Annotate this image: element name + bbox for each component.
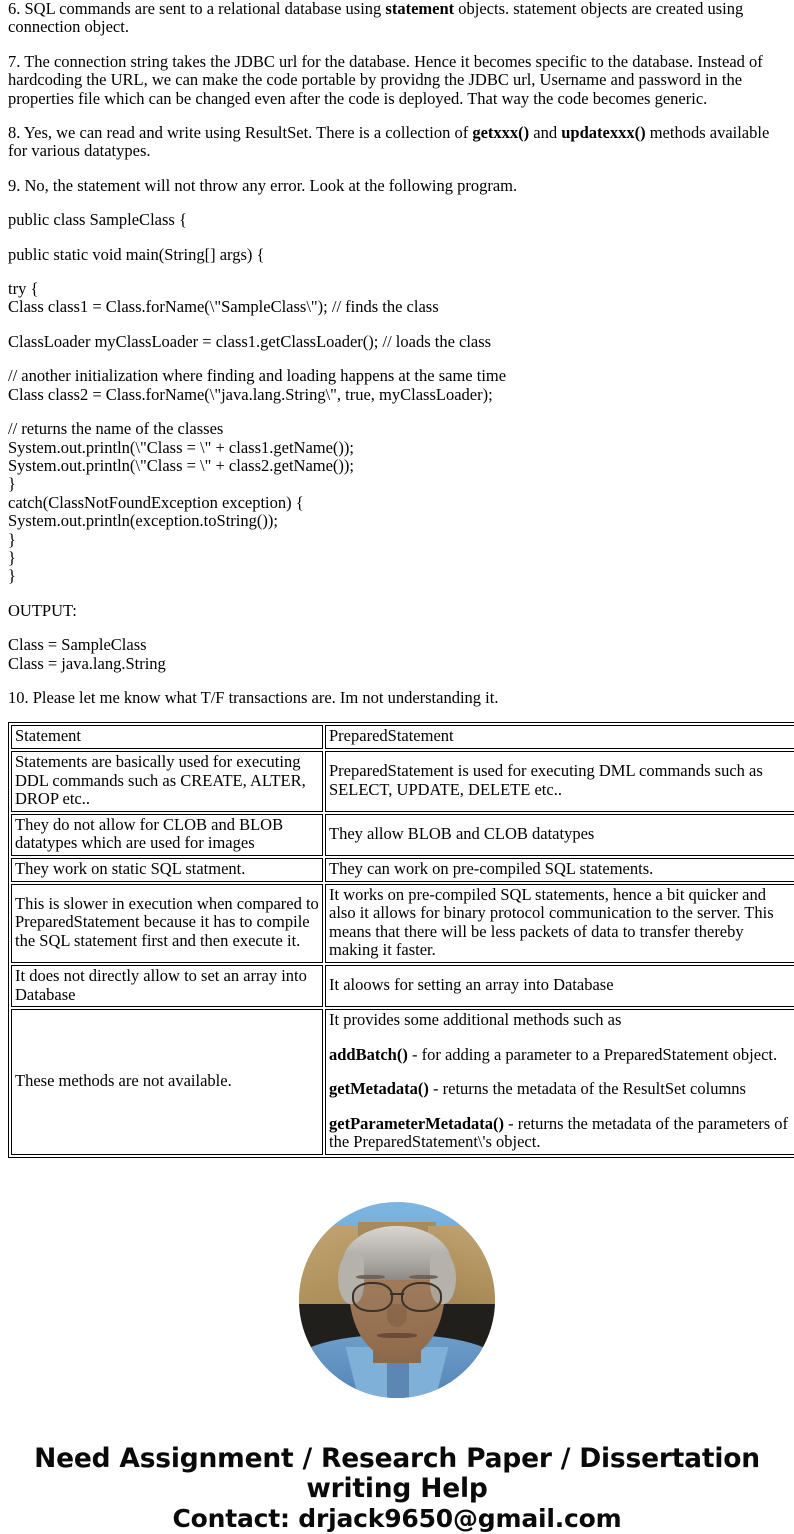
method-name-getmetadata: getMetadata() <box>329 1079 429 1099</box>
table-header-preparedstatement: PreparedStatement <box>325 725 794 749</box>
code-line: System.out.println(\"Class = \" + class1.getName()); <box>8 437 354 457</box>
answer-paragraph-10: 10. Please let me know what T/F transactions are. Im not understanding it. <box>8 687 499 707</box>
code-line: // another initialization where finding and loading happens at the same time <box>8 366 507 386</box>
avatar <box>299 1202 495 1398</box>
table-cell-statement: They do not allow for CLOB and BLOB datatypes which are used for images <box>11 814 323 856</box>
table-cell-statement: This is slower in execution when compared to PreparedStatement because it has to compile the SQL statement first and then execute it. <box>11 884 323 963</box>
table-row <box>11 751 794 812</box>
answer-8-text-part-1: 8. Yes, we can read and write using ResultSet. There is a collection of <box>8 123 473 143</box>
code-line: try { <box>8 279 39 299</box>
avatar-eyebrow-right <box>409 1275 438 1280</box>
paragraph-spacer <box>8 108 786 124</box>
table-cell-prepared: They can work on pre-compiled SQL statements. <box>325 858 794 882</box>
table-cell-prepared: PreparedStatement is used for executing DML commands such as SELECT, UPDATE, DELETE etc.. <box>325 751 794 812</box>
code-spacer <box>8 673 786 689</box>
eyeglasses-icon-right-lens <box>401 1282 442 1311</box>
paragraph-spacer <box>8 37 786 53</box>
eyeglasses-icon-left-lens <box>352 1282 393 1311</box>
table-cell-statement-methods: These methods are not available. <box>11 1009 323 1155</box>
answer-8-bold-getxxx: getxxx() <box>472 123 530 143</box>
answer-8-text-and: and <box>529 123 562 143</box>
table-top-spacer <box>8 707 786 722</box>
code-line: catch(ClassNotFoundException exception) { <box>8 492 304 512</box>
method-desc-getparametermetadata: - returns the metadata of the parameters of the PreparedStatement\'s object. <box>329 1113 789 1152</box>
table-row <box>11 814 794 856</box>
output-label: OUTPUT: <box>8 600 77 620</box>
table-cell-prepared: They allow BLOB and CLOB datatypes <box>325 814 794 856</box>
code-line: // returns the name of the classes <box>8 419 224 439</box>
code-line: } <box>8 474 16 494</box>
method-name-addbatch: addBatch() <box>329 1044 408 1064</box>
paragraph-spacer <box>8 161 786 177</box>
method-entry-getparametermetadata <box>329 1115 793 1152</box>
code-spacer <box>8 351 786 367</box>
table-header-statement: Statement <box>11 725 323 749</box>
code-line: } <box>8 566 16 586</box>
table-row <box>11 858 794 882</box>
table-cell-statement: Statements are basically used for executing DDL commands such as CREATE, ALTER, DROP etc.. <box>11 751 323 812</box>
code-line: ClassLoader myClassLoader = class1.getClassLoader(); // loads the class <box>8 331 492 351</box>
output-line: Class = java.lang.String <box>8 653 166 673</box>
statement-vs-preparedstatement-table <box>8 722 794 1158</box>
footer-contact-line: Contact: drjack9650@gmail.com <box>172 1504 622 1534</box>
answer-6-bold-statement: statement <box>385 0 455 18</box>
footer-call-to-action <box>8 1444 786 1534</box>
methods-gap <box>329 1064 793 1080</box>
answer-8-text-part-2: methods available for various datatypes. <box>8 123 770 161</box>
method-desc-getmetadata: - returns the metadata of the ResultSet columns <box>428 1079 746 1099</box>
answer-paragraph-7: 7. The connection string takes the JDBC url for the database. Hence it becomes specific to the database. Instead of hardcoding the URL, we can make the code portable by providng the JDBC url, Username and password in the properties file which can be changed even after the code is deployed. That way the code becomes generic. <box>8 51 763 108</box>
methods-gap <box>329 1099 793 1115</box>
code-line: } <box>8 547 16 567</box>
method-desc-addbatch: - for adding a parameter to a PreparedStatement object. <box>407 1044 778 1064</box>
table-cell-prepared-methods <box>325 1009 794 1155</box>
code-line: public class SampleClass { <box>8 210 187 230</box>
answer-8-bold-updatexxx: updatexxx() <box>561 123 646 143</box>
code-line: System.out.println(\"Class = \" + class2.getName()); <box>8 455 354 475</box>
table-row <box>11 965 794 1007</box>
answer-paragraph-9: 9. No, the statement will not throw any error. Look at the following program. <box>8 175 518 195</box>
code-spacer <box>8 586 786 602</box>
code-line: public static void main(String[] args) { <box>8 244 265 264</box>
output-line: Class = SampleClass <box>8 635 147 655</box>
code-spacer <box>8 620 786 636</box>
eyeglasses-icon-bridge <box>390 1293 404 1295</box>
code-spacer <box>8 264 786 280</box>
answer-6-text-part-1: 6. SQL commands are sent to a relational database using <box>8 0 386 18</box>
table-cell-prepared: It works on pre-compiled SQL statements, hence a bit quicker and also it allows for binary protocol communication to the server. This means that there will be less packets of data to transfer thereby making it faster. <box>325 884 794 963</box>
methods-intro: It provides some additional methods such as <box>329 1010 622 1030</box>
table-cell-prepared: It aloows for setting an array into Database <box>325 965 794 1007</box>
method-entry-getmetadata <box>329 1080 793 1099</box>
answer-paragraph-8 <box>8 124 786 161</box>
code-line: System.out.println(exception.toString()); <box>8 511 278 531</box>
code-spacer <box>8 317 786 333</box>
code-line: Class class1 = Class.forName(\"SampleClass\"); // finds the class <box>8 297 439 317</box>
footer-line-2: writing Help <box>306 1473 488 1505</box>
answer-paragraph-6 <box>8 0 786 37</box>
code-spacer <box>8 404 786 420</box>
table-row-methods <box>11 1009 794 1155</box>
code-line: Class class2 = Class.forName(\"java.lang.String\", true, myClassLoader); <box>8 384 493 404</box>
table-header-row <box>11 725 794 749</box>
table-row <box>11 884 794 963</box>
methods-gap <box>329 1030 793 1046</box>
code-line: } <box>8 529 16 549</box>
table-cell-statement: They work on static SQL statment. <box>11 858 323 882</box>
method-entry-addbatch <box>329 1046 793 1065</box>
footer-line-1: Need Assignment / Research Paper / Dissertation <box>34 1443 760 1475</box>
answer-6-text-part-2: objects. statement objects are created using connection object. <box>8 0 744 37</box>
method-name-getparametermetadata: getParameterMetadata() <box>329 1113 504 1133</box>
paragraph-spacer <box>8 195 786 211</box>
table-cell-statement: It does not directly allow to set an array into Database <box>11 965 323 1007</box>
avatar-container <box>8 1202 786 1398</box>
code-spacer <box>8 230 786 246</box>
